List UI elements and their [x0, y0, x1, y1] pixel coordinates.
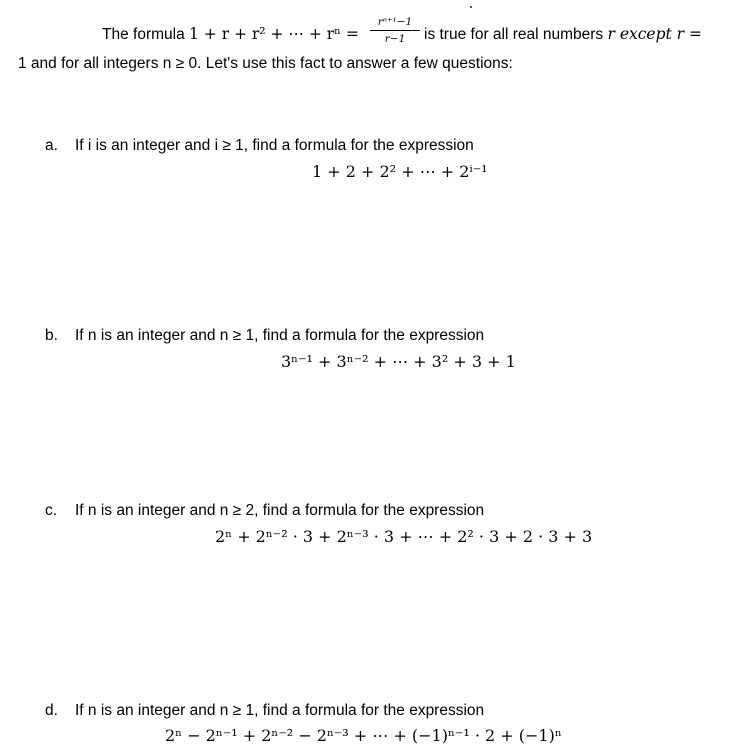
fraction-bar: [370, 30, 420, 31]
intro-tail: is true for all real numbers: [424, 26, 604, 43]
question-b-prompt: If n is an integer and n ≥ 1, find a formula for the expression: [75, 327, 485, 344]
question-b-expression: 3ⁿ⁻¹ + 3ⁿ⁻² + ⋯ + 3² + 3 + 1: [281, 352, 516, 371]
intro-fraction: [370, 16, 420, 45]
question-d-prompt: If n is an integer and n ≥ 1, find a formula for the expression: [75, 702, 485, 719]
question-a-label: a.: [45, 137, 58, 154]
question-c-expression: 2ⁿ + 2ⁿ⁻² · 3 + 2ⁿ⁻³ · 3 + ⋯ + 2² · 3 + 2 · 3 + 3: [215, 527, 593, 546]
fraction-numerator: rⁿ⁺¹−1: [377, 16, 413, 28]
stray-mark: [470, 6, 472, 8]
question-d-label: d.: [45, 702, 58, 719]
fraction-denominator: r−1: [384, 33, 406, 45]
question-a-expression: 1 + 2 + 2² + ⋯ + 2ⁱ⁻¹: [312, 162, 488, 181]
question-c-prompt: If n is an integer and n ≥ 2, find a formula for the expression: [75, 502, 485, 519]
question-b-label: b.: [45, 327, 58, 344]
question-a-prompt: If i is an integer and i ≥ 1, find a formula for the expression: [75, 137, 474, 154]
question-d-expression: 2ⁿ − 2ⁿ⁻¹ + 2ⁿ⁻² − 2ⁿ⁻³ + ⋯ + (−1)ⁿ⁻¹ · 2 + (−1)ⁿ: [165, 726, 562, 745]
intro-lhs: 1 + r + r² + ⋯ + rⁿ =: [189, 25, 359, 43]
intro-line-2: 1 and for all integers n ≥ 0. Let's use this fact to answer a few questions:: [18, 55, 513, 72]
question-c-label: c.: [45, 502, 58, 519]
intro-except: r except r =: [607, 25, 703, 43]
intro-line-1: [102, 25, 359, 44]
intro-lead: The formula: [102, 26, 185, 43]
intro-line-1-tail: [424, 25, 702, 44]
